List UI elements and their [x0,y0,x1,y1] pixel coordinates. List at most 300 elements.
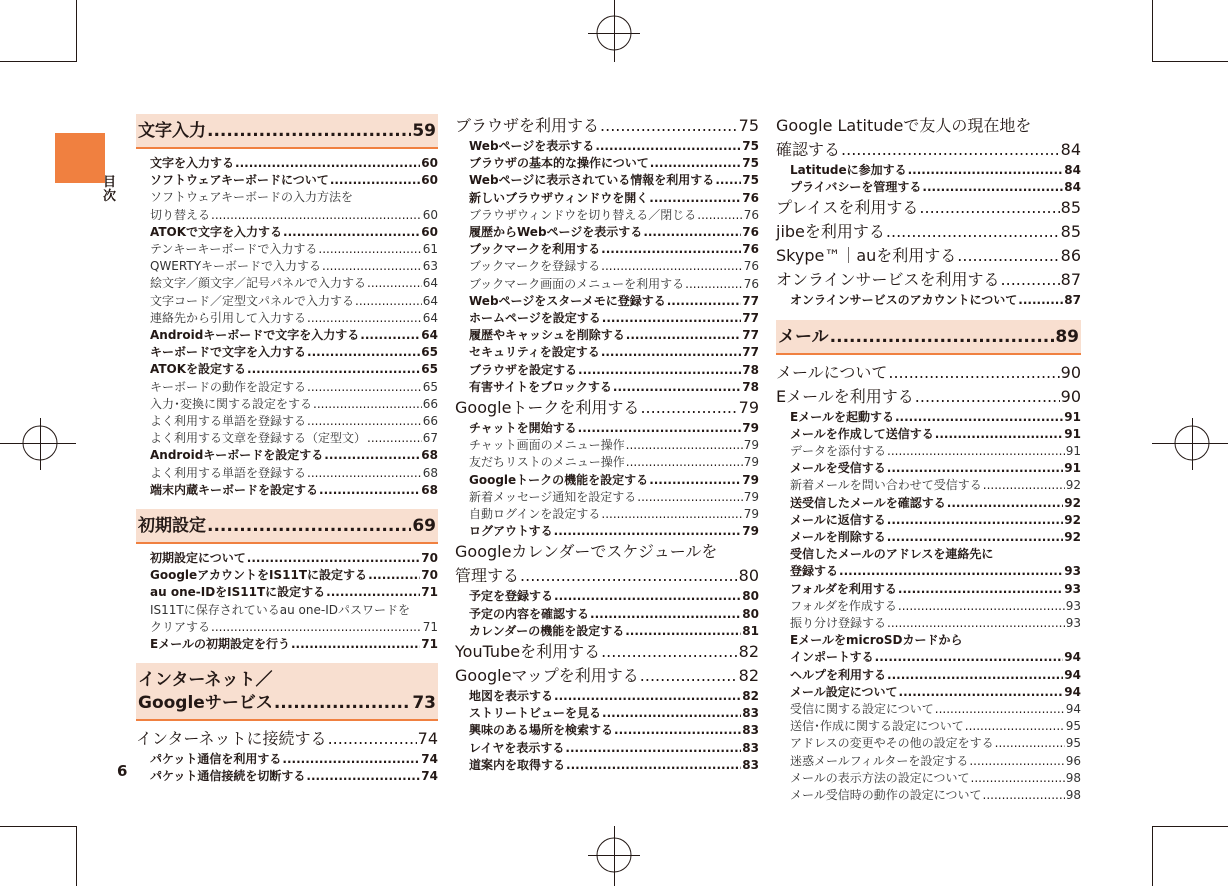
toc-entry-label: メールを受信する [790,461,886,476]
toc-entry-label: ブックマーク画面のメニューを利用する [469,276,685,291]
toc-entry-label: ブラウザを設定する [469,362,578,377]
toc-entry[interactable] [136,482,438,499]
toc-page-number: 94 [1065,702,1081,717]
dot-leader [207,515,411,538]
toc-entry[interactable] [776,735,1081,752]
toc-entry-label: 新しいブラウザウィンドウを開く [469,190,649,205]
toc-entry[interactable] [136,379,438,396]
toc-entry[interactable] [455,606,759,623]
toc-entry-label: 新着メールを問い合わせて受信する [790,478,982,493]
toc-entry-label: 受信したメールのアドレスを連絡先に [790,547,994,562]
toc-heading[interactable] [455,664,759,688]
toc-entry-label: 送信･作成に関する設定について [790,719,964,734]
toc-entry[interactable] [136,344,438,361]
toc-entry[interactable] [136,172,438,189]
dot-leader [971,770,1065,787]
toc-page-number: 83 [742,706,759,721]
dot-leader [274,692,411,715]
toc-entry-label: GoogleアカウントをIS11Tに設定する [150,568,368,583]
toc-entry[interactable] [455,420,759,437]
toc-page-number: 79 [743,489,759,504]
toc-entry-label: 初期設定について [150,551,246,566]
toc-entry[interactable] [455,241,759,258]
toc-page-number: 79 [742,421,759,436]
toc-entry[interactable] [776,684,1081,701]
toc-entry-label: 管理する [455,566,520,586]
toc-page-number: 63 [422,259,438,274]
toc-entry[interactable] [136,602,438,636]
toc-page-number: 85 [1060,198,1081,218]
toc-page-number: 76 [742,242,759,257]
toc-page-number: 93 [1065,616,1081,631]
toc-entry-label: Androidキーボードを設定する [150,448,324,463]
toc-entry-label: Webページを表示する [469,139,595,153]
dot-leader [318,241,421,258]
toc-entry[interactable] [776,667,1081,684]
toc-page-number: 92 [1065,478,1081,493]
dot-leader [319,482,420,499]
toc-entry[interactable] [776,787,1081,804]
toc-entry-label: Latitudeに参加する [790,163,907,177]
toc-entry-label: フォルダを作成する [790,598,897,613]
dot-leader [947,495,1064,512]
toc-entry-label: ATOKで文字を入力する [150,224,283,239]
toc-entry[interactable] [455,172,759,189]
toc-entry-label: チャット画面のメニュー操作 [469,438,625,453]
toc-entry[interactable] [136,465,438,482]
toc-entry-label: ヘルプを利用する [790,667,887,682]
toc-entry[interactable] [455,588,759,605]
toc-column-1 [136,114,438,786]
toc-page-number: 74 [417,729,438,749]
toc-entry[interactable] [455,454,759,471]
toc-entry-label: チャットを開始する [469,421,577,436]
toc-entry-label: アドレスの変更やその他の設定をする [790,736,994,751]
toc-page-number: 75 [742,156,759,171]
dot-leader [919,196,1059,220]
toc-entry[interactable] [136,189,438,223]
toc-entry[interactable] [776,701,1081,718]
toc-entry[interactable] [776,529,1081,546]
toc-entry-label: ATOKを設定する [150,362,247,377]
toc-page-number: 79 [743,455,759,470]
toc-entry-label: カレンダーの機能を設定する [469,623,625,638]
toc-entry-label: ブックマークを登録する [469,259,601,274]
toc-entry[interactable] [455,155,759,172]
toc-heading[interactable] [776,244,1081,268]
toc-page-number: 95 [1065,736,1081,751]
toc-entry-label: 予定を登録する [469,589,554,604]
dot-leader [898,598,1065,615]
toc-section[interactable] [136,663,438,721]
toc-entry[interactable] [776,495,1081,512]
toc-entry-label: 興味のある場所を検索する [469,723,614,738]
toc-entry[interactable] [455,344,759,361]
dot-leader [368,567,420,584]
toc-entry[interactable] [136,584,438,601]
toc-entry-label: キーボードの動作を設定する [150,379,307,394]
dot-leader [957,244,1059,268]
toc-heading[interactable] [776,361,1081,385]
toc-page-number: 79 [743,507,759,522]
toc-page-number: 85 [1060,222,1081,242]
dot-leader [211,207,422,224]
toc-entry-label: 地図を表示する [469,689,554,704]
toc-entry[interactable] [136,430,438,447]
toc-entry-label: Eメールを利用する [776,386,914,406]
toc-page-number: 80 [742,589,759,604]
dot-leader [887,529,1064,546]
toc-entry[interactable] [455,523,759,540]
dot-leader [667,293,742,310]
toc-entry[interactable] [776,460,1081,477]
toc-entry-label: QWERTYキーボードで入力する [150,259,322,274]
dot-leader [935,701,1065,718]
toc-entry[interactable] [136,155,438,172]
toc-page-number: 77 [742,328,759,343]
dot-leader [649,472,741,489]
toc-page-number: 80 [738,566,759,586]
toc-section[interactable] [136,509,438,544]
toc-page-number: 68 [421,448,438,463]
dot-leader [367,430,422,447]
toc-entry[interactable] [136,224,438,241]
toc-entry-label: Webページをスターメモに登録する [469,293,666,308]
dot-leader [355,293,422,310]
toc-column-2 [455,114,759,774]
dot-leader [887,443,1065,460]
toc-entry[interactable] [455,757,759,774]
toc-entry-label: ソフトウェアキーボードの入力方法を [150,190,354,205]
dot-leader [640,396,737,420]
toc-page-number: 82 [742,689,759,704]
dot-leader [578,362,741,379]
toc-entry-label: データを添付する [790,444,887,459]
toc-entry[interactable] [455,224,759,241]
toc-heading[interactable] [776,385,1081,409]
toc-entry[interactable] [455,623,759,640]
toc-entry[interactable] [776,581,1081,598]
dot-leader [207,120,411,143]
toc-entry[interactable] [455,379,759,396]
toc-page-number: 68 [421,482,438,497]
toc-page-number: 76 [743,276,759,291]
toc-entry[interactable] [455,472,759,489]
toc-page-number: 74 [421,752,438,767]
toc-heading[interactable] [455,114,759,138]
toc-entry[interactable] [136,241,438,258]
toc-page-number: 71 [421,637,438,652]
toc-entry-label: Skype™｜auを利用する [776,246,957,266]
toc-entry[interactable] [136,636,438,653]
toc-entry-label: au one-IDをIS11Tに設定する [150,585,326,600]
dot-leader [211,619,422,636]
toc-heading[interactable] [776,114,1081,162]
toc-entry-label: 受信に関する設定について [790,702,934,717]
dot-leader [330,172,420,189]
toc-entry[interactable] [136,768,438,785]
toc-entry[interactable] [455,258,759,275]
toc-entry-label: 友だちリストのメニュー操作 [469,455,625,470]
toc-entry-label: 入力･変換に関する設定をする [150,396,313,411]
dot-leader [915,385,1060,409]
toc-page-number: 93 [1065,598,1081,613]
toc-column-3 [776,114,1081,804]
toc-page-number: 70 [421,568,438,583]
dot-leader [1018,292,1063,309]
side-tab-marker [55,133,105,183]
toc-entry[interactable] [136,396,438,413]
toc-entry[interactable] [136,258,438,275]
toc-page-number: 60 [422,207,438,222]
toc-entry-label: メール [778,326,829,347]
toc-entry[interactable] [776,753,1081,770]
toc-page-number: 59 [412,121,436,141]
toc-page-number: 91 [1064,409,1081,424]
toc-page-number: 79 [738,398,759,418]
toc-entry-label: 道案内を取得する [469,757,566,772]
toc-entry-label: ソフトウェアキーボードについて [150,173,329,188]
toc-entry-label: 有害サイトをブロックする [469,379,612,394]
toc-entry[interactable] [455,688,759,705]
spacer [136,653,438,663]
dot-leader [602,705,741,722]
toc-entry[interactable] [136,361,438,378]
dot-leader [307,310,422,327]
toc-entry[interactable] [455,207,759,224]
toc-entry[interactable] [776,615,1081,632]
dot-leader [888,361,1059,385]
toc-entry-label: 絵文字／顔文字／記号パネルで入力する [150,276,367,291]
toc-entry[interactable] [455,310,759,327]
dot-leader [601,241,741,258]
dot-leader [601,640,738,664]
dot-leader [306,768,420,785]
toc-page-number: 60 [421,173,438,188]
toc-page-number: 75 [738,116,759,135]
dot-leader [283,224,420,241]
dot-leader [322,258,422,275]
toc-page-number: 64 [422,310,438,325]
toc-entry-label: よく利用する単語を登録する [150,465,307,480]
toc-entry-label: 文字入力 [138,121,206,141]
toc-heading[interactable] [455,396,759,420]
toc-entry[interactable] [136,447,438,464]
toc-page-number: 91 [1065,444,1081,459]
toc-entry-label: インターネットに接続する [136,729,327,749]
toc-heading[interactable] [776,196,1081,220]
toc-entry-label: Googleトークを利用する [455,398,640,418]
toc-entry[interactable] [455,190,759,207]
toc-entry-label: 切り替える [150,207,211,222]
toc-entry-label: キーボードで文字を入力する [150,345,307,360]
dot-leader [899,684,1064,701]
toc-heading[interactable] [455,540,759,588]
toc-entry[interactable] [136,567,438,584]
toc-section[interactable] [136,114,438,149]
toc-entry-label: よく利用する文章を登録する（定型文） [150,431,367,446]
toc-page-number: 84 [1064,163,1081,177]
toc-page-number: 84 [1064,180,1081,195]
toc-entry-label: メールについて [776,362,888,382]
dot-leader [601,344,741,361]
dot-leader [602,310,742,327]
toc-entry-label: ログアウトする [469,524,553,539]
toc-heading[interactable] [136,727,438,751]
dot-leader [367,275,422,292]
toc-entry[interactable] [776,546,1081,580]
toc-entry[interactable] [136,550,438,567]
toc-entry[interactable] [455,506,759,523]
toc-entry[interactable] [455,293,759,310]
toc-entry-label: メール設定について [790,684,898,699]
toc-page-number: 95 [1065,719,1081,734]
toc-entry-label: 端末内蔵キーボードを設定する [150,482,319,497]
toc-entry[interactable] [776,718,1081,735]
toc-page-number: 82 [738,642,759,662]
toc-entry-label: メールを削除する [790,530,886,545]
toc-page-number: 93 [1064,564,1081,579]
dot-leader [1001,268,1060,292]
toc-entry[interactable] [776,292,1081,309]
toc-entry-label: 確認する [776,140,841,159]
dot-leader [554,688,741,705]
toc-entry[interactable] [455,276,759,293]
toc-entry[interactable] [455,740,759,757]
dot-leader [995,735,1065,752]
toc-entry-label: ストリートビューを見る [469,706,602,721]
toc-page-number: 93 [1064,581,1081,596]
toc-page-number: 66 [422,414,438,429]
toc-entry[interactable] [455,437,759,454]
toc-page-number: 65 [421,345,438,360]
toc-page-number: 87 [1060,270,1081,290]
toc-entry[interactable] [136,310,438,327]
toc-page-number: 92 [1064,530,1081,545]
toc-page-number: 94 [1064,684,1081,699]
toc-heading[interactable] [776,220,1081,244]
toc-entry-label: プライバシーを管理する [790,180,922,195]
toc-heading[interactable] [776,268,1081,292]
toc-page-number: 83 [742,740,759,755]
toc-page-number: 64 [421,328,438,343]
dot-leader [895,409,1063,426]
toc-page-number: 79 [743,438,759,453]
toc-page-number: 75 [742,173,759,188]
toc-page-number: 64 [422,276,438,291]
toc-entry[interactable] [776,598,1081,615]
toc-page-number: 94 [1064,667,1081,682]
toc-page-number: 81 [742,623,759,638]
toc-entry[interactable] [455,489,759,506]
toc-entry-label: EメールをmicroSDカードから [790,633,963,648]
toc-entry[interactable] [136,751,438,768]
toc-entry[interactable] [136,293,438,310]
toc-entry-label: メール受信時の動作の設定について [790,788,982,803]
toc-entry[interactable] [136,413,438,430]
dot-leader [247,550,421,567]
dot-leader [307,465,422,482]
toc-entry-label: 連絡先から引用して入力する [150,310,307,325]
toc-page-number: 87 [1064,293,1081,308]
toc-entry[interactable] [776,770,1081,787]
toc-page-number: 76 [742,190,759,205]
toc-entry[interactable] [776,162,1081,179]
toc-entry[interactable] [776,426,1081,443]
dot-leader [908,162,1064,179]
toc-page-number: 79 [742,472,759,487]
toc-page-number: 74 [421,769,438,784]
dot-leader [637,489,742,506]
toc-entry[interactable] [776,477,1081,494]
toc-page-number: 75 [742,139,759,153]
dot-leader [935,426,1064,443]
dot-leader [307,344,420,361]
toc-entry[interactable] [136,275,438,292]
toc-entry-label: プレイスを利用する [776,198,919,218]
toc-entry-label: オンラインサービスを利用する [776,270,1000,290]
toc-entry[interactable] [776,632,1081,666]
toc-entry[interactable] [136,327,438,344]
toc-page-number: 79 [742,524,759,539]
toc-page-number: 82 [738,666,759,686]
toc-page-number: 98 [1065,770,1081,785]
dot-leader [595,138,741,155]
toc-page-number: 60 [421,224,438,239]
toc-entry-label: 送受信したメールを確認する [790,495,946,510]
toc-entry[interactable] [455,327,759,344]
dot-leader [887,667,1063,684]
toc-entry-label: 自動ログインを設定する [469,507,601,522]
toc-entry[interactable] [455,138,759,155]
toc-entry-label: パケット通信を利用する [150,752,282,767]
toc-entry[interactable] [776,179,1081,196]
toc-entry-label: Webページに表示されている情報を利用する [469,173,715,188]
toc-page-number: 80 [742,606,759,621]
toc-entry[interactable] [776,409,1081,426]
toc-page-number: 76 [743,259,759,274]
dot-leader [565,740,741,757]
toc-entry[interactable] [455,362,759,379]
toc-entry-label: レイヤを表示する [469,740,565,755]
dot-leader [614,722,741,739]
toc-page-number: 83 [742,723,759,738]
toc-page-number: 70 [421,551,438,566]
toc-entry-label: よく利用する単語を登録する [150,414,307,429]
toc-page-number: 84 [1060,140,1081,159]
toc-section[interactable] [776,320,1081,355]
toc-entry-label: ブックマークを利用する [469,242,601,257]
toc-entry[interactable] [455,722,759,739]
toc-entry[interactable] [776,443,1081,460]
page-number: 6 [117,762,128,780]
toc-entry[interactable] [455,705,759,722]
toc-entry[interactable] [776,512,1081,529]
dot-leader [235,155,420,172]
dot-leader [886,220,1060,244]
dot-leader [898,581,1063,598]
dot-leader [307,379,422,396]
toc-heading[interactable] [455,640,759,664]
toc-entry-label: 履歴からWebページを表示する [469,225,643,240]
toc-entry-label: メールに返信する [790,512,886,527]
dot-leader [313,396,422,413]
toc-entry-label: Googleトークの機能を設定する [469,472,649,487]
dot-leader [626,327,742,344]
toc-page-number: 71 [422,619,438,634]
toc-page-number: 76 [743,207,759,222]
toc-page-number: 83 [742,757,759,772]
